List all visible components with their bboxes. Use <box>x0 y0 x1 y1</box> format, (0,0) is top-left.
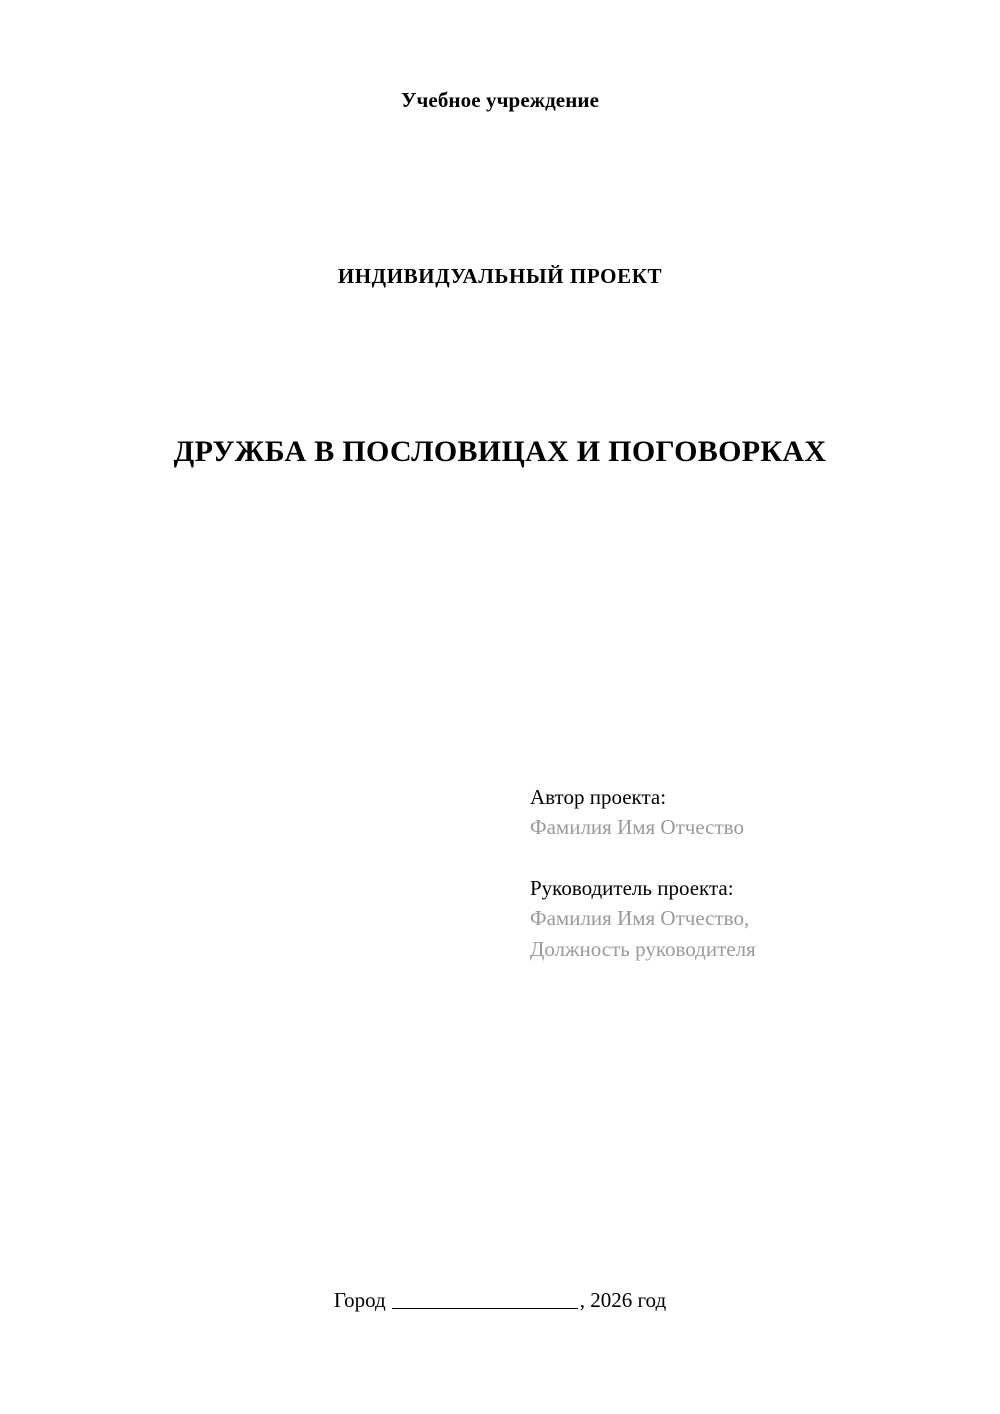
title-page-content <box>120 0 880 1414</box>
footer-city-year <box>120 1288 880 1313</box>
author-value: Фамилия Имя Отчество <box>530 815 744 840</box>
institution-name: Учебное учреждение <box>400 88 600 112</box>
supervisor-value-line2: Должность руководителя <box>530 936 756 961</box>
authorship-block <box>530 782 880 964</box>
document-type: ИНДИВИДУАЛЬНЫЙ ПРОЕКТ <box>337 264 663 288</box>
year-text: , 2026 год <box>579 1288 667 1312</box>
author-group <box>530 782 880 843</box>
city-label: Город <box>333 1288 386 1312</box>
supervisor-value-line1: Фамилия Имя Отчество, <box>530 906 750 931</box>
page-title: ДРУЖБА В ПОСЛОВИЦАХ И ПОГОВОРКАХ <box>173 435 827 468</box>
supervisor-label: Руководитель проекта: <box>530 875 734 900</box>
city-blank-line <box>392 1307 578 1309</box>
supervisor-group <box>530 873 880 964</box>
author-label: Автор проекта: <box>530 785 667 809</box>
